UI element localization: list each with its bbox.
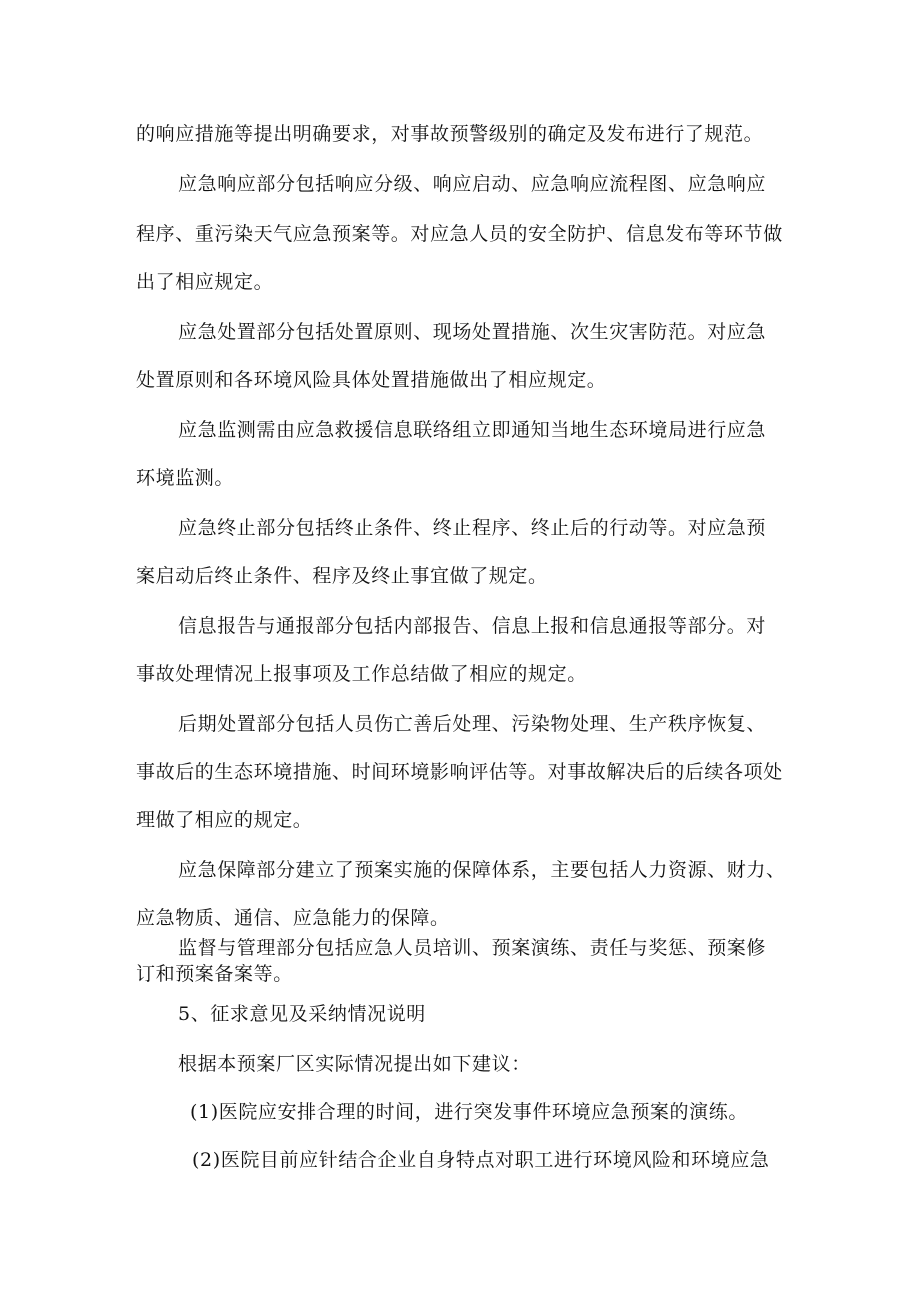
paragraph-line: 订和预案备案等。: [136, 963, 293, 985]
paragraph-line: 的响应措施等提出明确要求，对事故预警级别的确定及发布进行了规范。: [136, 123, 764, 145]
paragraph-line: 事故后的生态环境措施、时间环境影响评估等。对事故解决后的后续各项处: [136, 761, 783, 783]
paragraph-line: 程序、重污染天气应急预案等。对应急人员的安全防护、信息发布等环节做: [136, 223, 783, 245]
paragraph-line: 应急处置部分包括处置原则、现场处置措施、次生灾害防范。对应急: [178, 321, 767, 343]
paragraph-line: 事故处理情况上报事项及工作总结做了相应的规定。: [136, 663, 587, 685]
paragraph-line: 应急监测需由应急救援信息联络组立即通知当地生态环境局进行应急: [178, 419, 767, 441]
paragraph-line: 出了相应规定。: [136, 271, 274, 293]
paragraph-line: 应急终止部分包括终止条件、终止程序、终止后的行动等。对应急预: [178, 517, 767, 539]
paragraph-line: 案启动后终止条件、程序及终止事宜做了规定。: [136, 565, 548, 587]
paragraph-line: 应急保障部分建立了预案实施的保障体系，主要包括人力资源、财力、: [178, 859, 786, 881]
paragraph-line: 根据本预案厂区实际情况提出如下建议：: [178, 1053, 531, 1075]
paragraph-line: 后期处置部分包括人员伤亡善后处理、污染物处理、生产秩序恢复、: [178, 713, 767, 735]
paragraph-line: 环境监测。: [136, 467, 235, 489]
paragraph-line: 理做了相应的规定。: [136, 809, 313, 831]
paragraph-line: 处置原则和各环境风险具体处置措施做出了相应规定。: [136, 369, 607, 391]
list-item: (1)医院应安排合理的时间，进行突发事件环境应急预案的演练。: [190, 1101, 748, 1123]
paragraph-line: 监督与管理部分包括应急人员培训、预案演练、责任与奖惩、预案修: [178, 937, 767, 959]
list-item: (2)医院目前应针结合企业自身特点对职工进行环境风险和环境应急: [192, 1149, 770, 1171]
paragraph-line: 信息报告与通报部分包括内部报告、信息上报和信息通报等部分。对: [178, 615, 767, 637]
section-heading: 5、征求意见及采纳情况说明: [178, 1003, 426, 1025]
paragraph-line: 应急响应部分包括响应分级、响应启动、应急响应流程图、应急响应: [178, 173, 767, 195]
paragraph-line: 应急物质、通信、应急能力的保障。: [136, 907, 450, 929]
